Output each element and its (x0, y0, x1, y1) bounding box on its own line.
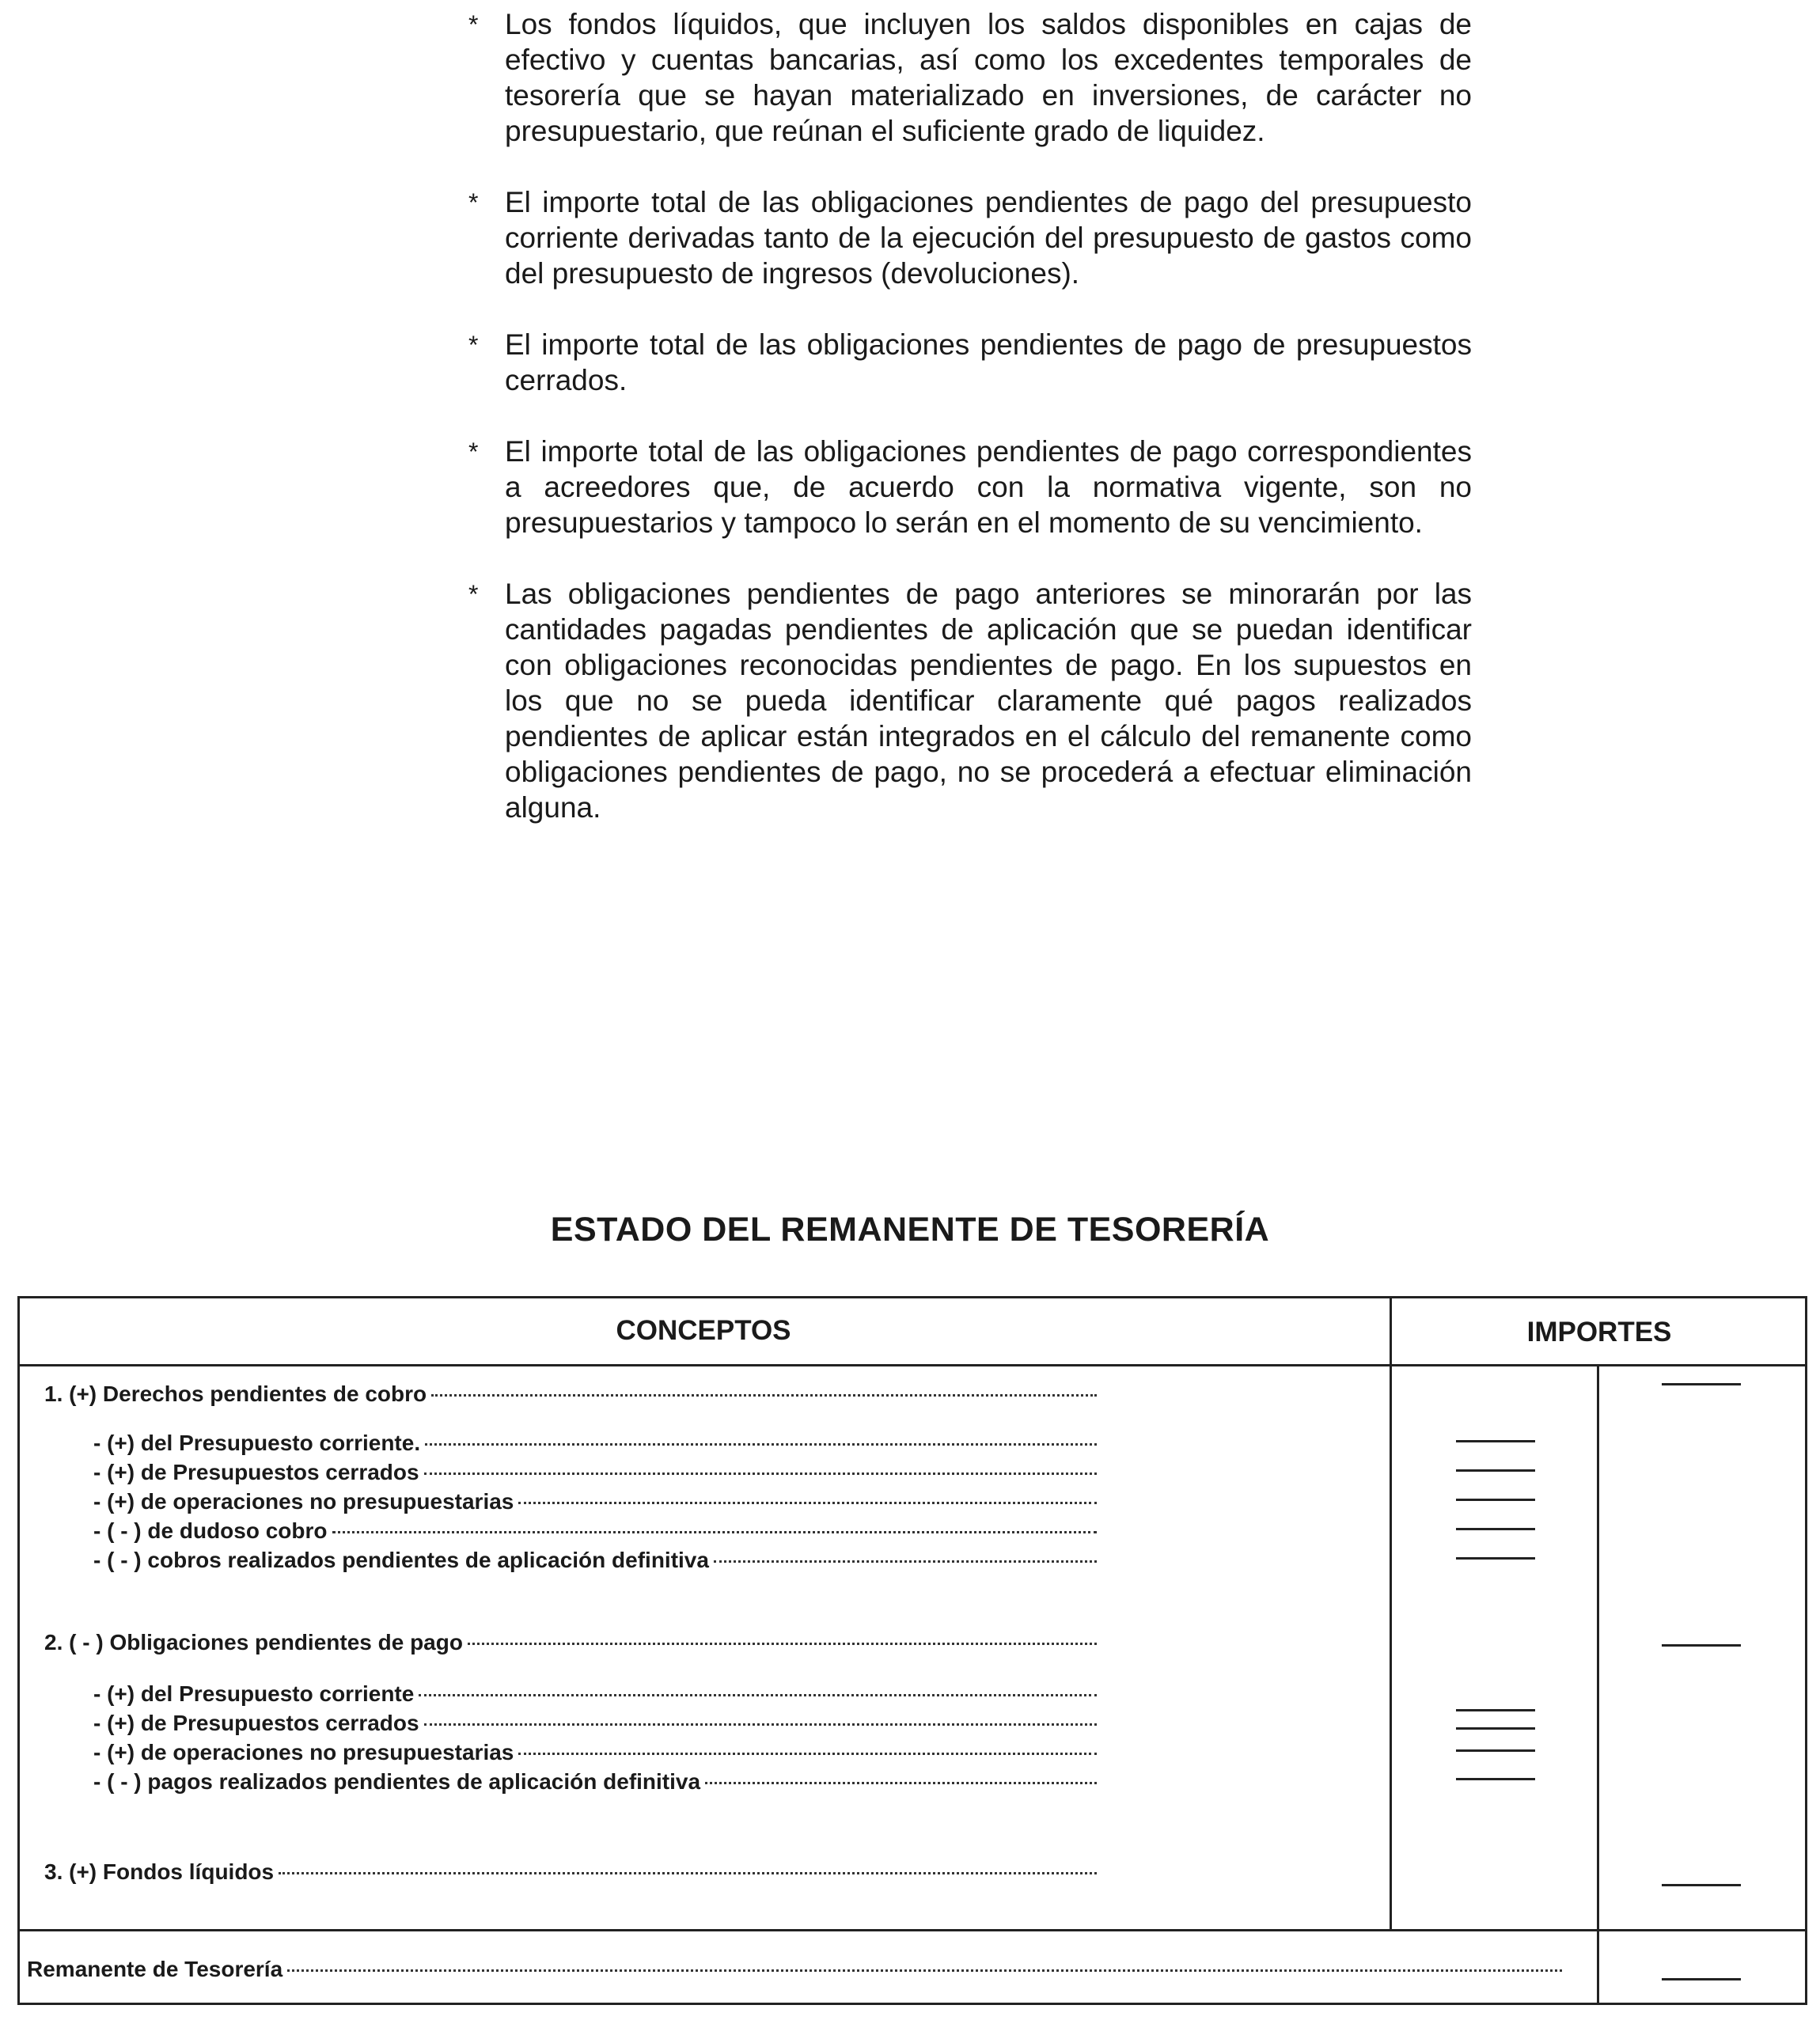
total-divider (17, 1929, 1807, 1931)
row-oblig-presupuestos-cerrados (93, 1711, 1097, 1738)
row-fondos-liquidos (44, 1859, 1097, 1886)
bullet-presupuestos-cerrados (467, 327, 1472, 398)
header-conceptos: CONCEPTOS (616, 1315, 791, 1346)
statement-title: ESTADO DEL REMANENTE DE TESORERÍA (550, 1211, 1270, 1249)
row-label: - (+) de operaciones no presupuestarias (93, 1740, 514, 1764)
row-label: - ( - ) de dudoso cobro (93, 1518, 328, 1543)
row-oblig-operaciones-no-presupuestarias (93, 1740, 1097, 1767)
row-de-presupuestos-cerrados (93, 1460, 1097, 1487)
bullet-fondos-liquidos (467, 6, 1472, 149)
row-label: - (+) de Presupuestos cerrados (93, 1711, 419, 1735)
row-label: 3. (+) Fondos líquidos (44, 1859, 275, 1884)
bullet-minoracion (467, 576, 1472, 825)
row-label: - ( - ) pagos realizados pendientes de aplicación definitiva (93, 1769, 701, 1794)
row-label: - (+) del Presupuesto corriente. (93, 1431, 421, 1455)
row-label: - (+) de Presupuestos cerrados (93, 1460, 419, 1484)
bullet-list (467, 6, 1472, 861)
table-border-top (17, 1296, 1807, 1298)
header-divider (17, 1364, 1807, 1366)
row-label: - (+) de operaciones no presupuestarias (93, 1489, 514, 1514)
bullet-marker: * (468, 10, 479, 39)
row-del-presupuesto-corriente (93, 1431, 1097, 1457)
row-pagos-pendientes-aplicacion (93, 1769, 1097, 1796)
amount-placeholder (1456, 1778, 1535, 1780)
amount-placeholder (1456, 1499, 1535, 1501)
remanente-table (17, 1296, 1807, 2005)
row-remanente-tesoreria (27, 1957, 1562, 1984)
row-oblig-presupuesto-corriente (93, 1681, 1097, 1708)
amount-placeholder (1456, 1528, 1535, 1530)
importes-column-divider (1597, 1364, 1599, 2005)
amount-placeholder (1662, 1978, 1741, 1980)
bullet-marker: * (468, 580, 479, 608)
amount-placeholder (1662, 1383, 1741, 1385)
amount-placeholder (1456, 1749, 1535, 1752)
row-label: - ( - ) cobros realizados pendientes de aplicación definitiva (93, 1548, 709, 1572)
row-operaciones-no-presupuestarias (93, 1489, 1097, 1516)
bullet-text: Los fondos líquidos, que incluyen los saldos disponibles en cajas de efectivo y cuentas bancarias, así como los excedentes temporales de tesorería que se hayan materializado en inversiones, de carácter no presupuestario, que reúnan el suficiente grado de liquidez. (505, 8, 1472, 147)
header-importes: IMPORTES (1526, 1317, 1672, 1347)
conceptos-importes-divider (1390, 1296, 1392, 1929)
amount-placeholder (1456, 1469, 1535, 1472)
row-label: - (+) del Presupuesto corriente (93, 1681, 415, 1706)
bullet-text: Las obligaciones pendientes de pago anteriores se minorarán por las cantidades pagadas pendientes de aplicación que se puedan identificar con obligaciones reconocidas pendientes de pago. En los supuestos en los que no se pueda identificar claramente qué pagos realizados pendientes de aplicar están integrados en el cálculo del remanente como obligaciones pendientes de pago, no se procederá a efectuar eliminación alguna. (505, 578, 1472, 824)
bullet-text: El importe total de las obligaciones pendientes de pago correspondientes a acreedores que, de acuerdo con la normativa vigente, son no presupuestarios y tampoco lo serán en el momento de su vencimiento. (505, 435, 1472, 539)
amount-placeholder (1456, 1727, 1535, 1730)
table-border-left (17, 1296, 20, 2005)
bullet-marker: * (468, 188, 479, 217)
amount-placeholder (1456, 1557, 1535, 1560)
bullet-text: El importe total de las obligaciones pendientes de pago de presupuestos cerrados. (505, 328, 1472, 396)
bullet-text: El importe total de las obligaciones pendientes de pago del presupuesto corriente derivadas tanto de la ejecución del presupuesto de gastos como del presupuesto de ingresos (devoluciones). (505, 186, 1472, 290)
amount-placeholder (1662, 1644, 1741, 1647)
amount-placeholder (1456, 1440, 1535, 1442)
bullet-marker: * (468, 438, 479, 466)
table-border-right (1805, 1296, 1807, 2005)
row-cobros-pendientes-aplicacion (93, 1548, 1097, 1575)
row-dudoso-cobro (93, 1518, 1097, 1545)
bullet-presupuesto-corriente (467, 184, 1472, 291)
row-label: 2. ( - ) Obligaciones pendientes de pago (44, 1630, 463, 1654)
bullet-marker: * (468, 331, 479, 359)
table-border-bottom (17, 2003, 1807, 2005)
amount-placeholder (1456, 1709, 1535, 1711)
row-obligaciones-pendientes (44, 1630, 1097, 1657)
row-label: 1. (+) Derechos pendientes de cobro (44, 1382, 427, 1406)
amount-placeholder (1662, 1884, 1741, 1886)
bullet-acreedores (467, 434, 1472, 540)
row-derechos-pendientes (44, 1382, 1097, 1408)
row-label: Remanente de Tesorería (27, 1957, 283, 1981)
